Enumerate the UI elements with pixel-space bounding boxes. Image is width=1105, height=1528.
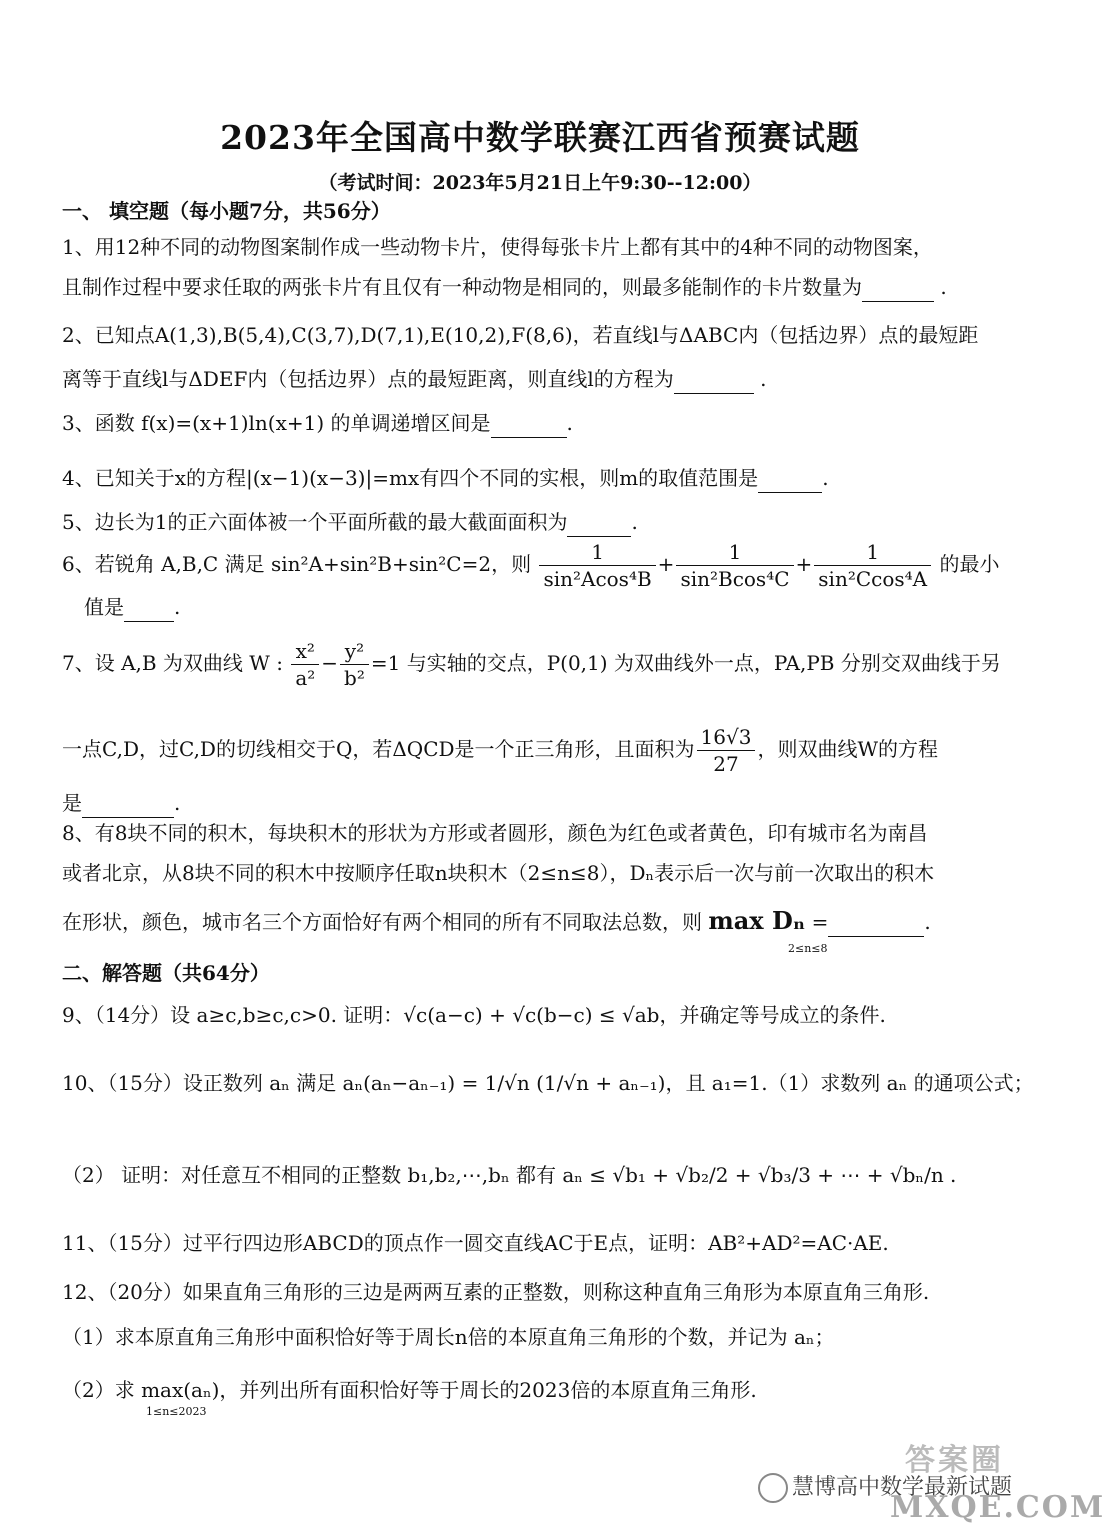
- q7-text-post: =1 与实轴的交点，P(0,1) 为双曲线外一点，PA,PB 分别交双曲线于另: [370, 651, 1001, 675]
- q6-line1: 6、若锐角 A,B,C 满足 sin²A+sin²B+sin²C=2，则 $\frac{1}{\text{sin²Acos⁴B}}$ + $\frac{1}{\text{sin²Bcos⁴C}}$ + $\frac{1}{\text{sin²Ccos⁴A}}$ 的最小: [62, 540, 1000, 591]
- q6-line2: 值是 .: [84, 592, 1040, 622]
- fraction: $\frac{\text{x²}}{\text{a²}}$: [291, 638, 319, 691]
- wechat-icon: [758, 1473, 788, 1503]
- q6-text: 6、若锐角 A,B,C 满足 sin²A+sin²B+sin²C=2，则: [62, 552, 532, 576]
- q12-line2: （1）求本原直角三角形中面积恰好等于周长n倍的本原直角三角形的个数，并记为 aₙ；: [62, 1325, 835, 1349]
- watermark-logo: 答案圈: [905, 1443, 1004, 1478]
- answer-blank: [862, 301, 934, 302]
- q8-line2: 或者北京，从8块不同的积木中按顺序任取n块积木（2≤n≤8），Dₙ表示后一次与前一次取出的积木: [62, 861, 935, 885]
- max-expression: max Dₙ: [708, 906, 806, 935]
- q8-line1: 8、有8块不同的积木，每块积木的形状为方形或者圆形，颜色为红色或者黄色，印有城市名为南昌: [62, 821, 928, 845]
- answer-blank: [828, 936, 924, 937]
- q11-line: 11、（15分）过平行四边形ABCD的顶点作一圆交直线AC于E点，证明：AB²+AD²=AC·AE.: [62, 1231, 889, 1255]
- q7-line1: 7、设 A,B 为双曲线 W : $\frac{\text{x²}}{\text{a²}}$ − $\frac{\text{y²}}{\text{b²}}$ =1 与实轴的交点，P(0,1) 为双曲线外一点，PA,PB 分别交双曲线于另: [62, 639, 1001, 690]
- q1-line2: 且制作过程中要求任取的两张卡片有且仅有一种动物是相同的，则最多能制作的卡片数量为 .: [62, 272, 1040, 302]
- fraction: $\frac{1}{\text{sin²Bcos⁴C}}$: [676, 539, 793, 592]
- q1-text: 且制作过程中要求任取的两张卡片有且仅有一种动物是相同的，则最多能制作的卡片数量为: [62, 275, 862, 299]
- q8-text3: 在形状，颜色，城市名三个方面恰好有两个相同的所有不同取法总数，则: [62, 910, 702, 934]
- page-title: 2023年全国高中数学联赛江西省预赛试题: [220, 118, 860, 157]
- q7-text2: 一点C,D，过C,D的切线相交于Q，若ΔQCD是一个正三角形，且面积为: [62, 737, 695, 761]
- q7-line3: 是 .: [62, 788, 1040, 818]
- q2-text: 离等于直线l与ΔDEF内（包括边界）点的最短距离，则直线l的方程为: [62, 367, 674, 391]
- q7-text2-post: ，则双曲线W的方程: [757, 737, 939, 761]
- q4-text: 4、已知关于x的方程|(x−1)(x−3)|=mx有四个不同的实根，则m的取值范围是: [62, 466, 759, 490]
- q10-line1: 10、（15分）设正数列 aₙ 满足 aₙ(aₙ−aₙ₋₁) = 1/√n (1/√n + aₙ₋₁)，且 a₁=1.（1）求数列 aₙ 的通项公式；: [62, 1071, 1034, 1095]
- q5-text: 5、边长为1的正六面体被一个平面所截的最大截面面积为: [62, 510, 568, 534]
- answer-blank: [674, 393, 754, 394]
- q3-text: 3、函数 f(x)=(x+1)ln(x+1) 的单调递增区间是: [62, 411, 491, 435]
- q9-line: 9、（14分）设 a≥c,b≥c,c>0. 证明：√c(a−c) + √c(b−c) ≤ √ab，并确定等号成立的条件.: [62, 1003, 886, 1027]
- q7-line2: [62, 720, 1040, 778]
- fraction: $\frac{1}{\text{sin²Acos⁴B}}$: [539, 539, 655, 592]
- q7-text3: 是: [62, 791, 82, 815]
- fraction: $\frac{1}{\text{sin²Ccos⁴A}}$: [814, 539, 931, 592]
- q8-line3: 在形状，颜色，城市名三个方面恰好有两个相同的所有不同取法总数，则 max Dₙ = .: [62, 906, 931, 935]
- section-solutions: 二、解答题（共64分）: [62, 961, 270, 985]
- section-fill-in: 一、 填空题（每小题7分，共56分）: [62, 199, 391, 223]
- q6-suffix: 的最小: [939, 552, 1000, 576]
- q4-line: 4、已知关于x的方程|(x−1)(x−3)|=mx有四个不同的实根，则m的取值范围是 .: [62, 463, 1040, 493]
- q6-text2: 值是: [84, 595, 124, 619]
- answer-blank: [758, 492, 822, 493]
- q12-line1: 12、（20分）如果直角三角形的三边是两两互素的正整数，则称这种直角三角形为本原直角三角形.: [62, 1280, 930, 1304]
- fraction: $\frac{\text{y²}}{\text{b²}}$: [340, 638, 369, 691]
- q12-line3: （2）求 max(aₙ)，并列出所有面积恰好等于周长的2023倍的本原直角三角形.: [62, 1378, 757, 1402]
- fraction: $\frac{16√3}{27}$: [697, 724, 756, 777]
- answer-blank: [124, 621, 174, 622]
- q2-line1: 2、已知点A(1,3),B(5,4),C(3,7),D(7,1),E(10,2),F(8,6)，若直线l与ΔABC内（包括边界）点的最短距: [62, 323, 979, 347]
- watermark-account: 慧博高中数学最新试题: [792, 1475, 1013, 1500]
- answer-blank: [491, 437, 567, 438]
- q7-text: 7、设 A,B 为双曲线 W :: [62, 651, 283, 675]
- q5-line: 5、边长为1的正六面体被一个平面所截的最大截面面积为 .: [62, 507, 1040, 537]
- q2-line2: 离等于直线l与ΔDEF内（包括边界）点的最短距离，则直线l的方程为 .: [62, 364, 1040, 394]
- q1-line1: 1、用12种不同的动物图案制作成一些动物卡片，使得每张卡片上都有其中的4种不同的动物图案，: [62, 235, 933, 259]
- max-subscript: 2≤n≤8: [788, 942, 828, 955]
- answer-blank: [567, 536, 631, 537]
- exam-time: （考试时间：2023年5月21日上午9:30--12:00）: [318, 172, 762, 194]
- q3-line: 3、函数 f(x)=(x+1)ln(x+1) 的单调递增区间是 .: [62, 408, 1040, 438]
- q10-line2: （2） 证明：对任意互不相同的正整数 b₁,b₂,⋯,bₙ 都有 aₙ ≤ √b₁ + √b₂/2 + √b₃/3 + ⋯ + √bₙ/n .: [62, 1163, 957, 1187]
- q12-subscript: 1≤n≤2023: [146, 1405, 207, 1418]
- watermark-url: MXQE.COM: [890, 1490, 1105, 1525]
